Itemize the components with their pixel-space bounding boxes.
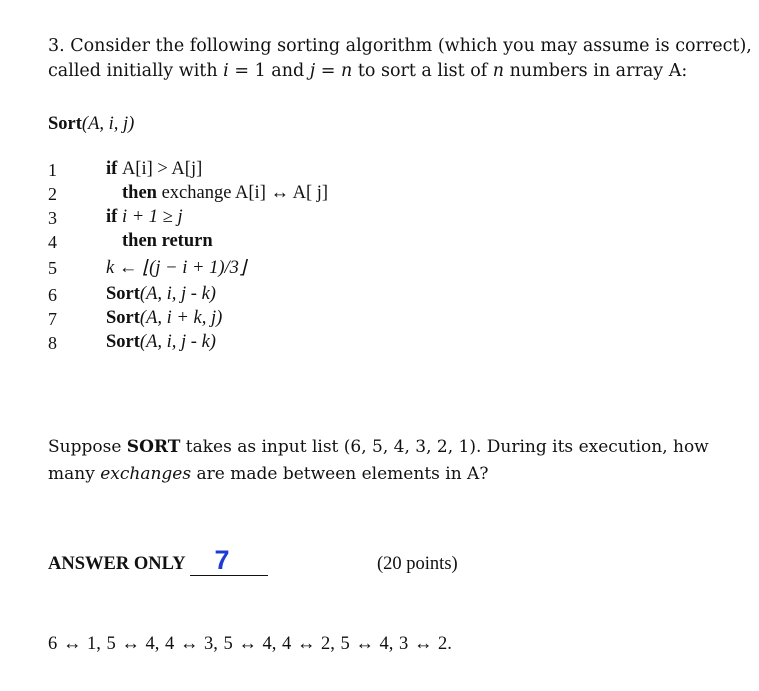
code-call-args: (A, i, j - k) (139, 284, 216, 304)
code-line-3 (106, 207, 183, 228)
code-line-7 (106, 308, 222, 329)
question-line-2-start: called initially with (48, 61, 224, 81)
line-number: 2 (48, 184, 57, 204)
algorithm-name: Sort (48, 114, 82, 134)
code-condition: i + 1 ≥ j (121, 207, 183, 227)
code-call-args: (A, i + k, j) (139, 308, 223, 328)
code-line-6 (106, 284, 216, 305)
code-line-4 (122, 231, 213, 252)
code-exchange: exchange A[i] ↔ A[ j] (161, 183, 329, 203)
prompt-exchanges-word: exchanges (100, 464, 192, 484)
line-number: 1 (48, 160, 57, 180)
line-number: 3 (48, 208, 57, 228)
var-n: n (340, 61, 353, 81)
question-line-2 (48, 59, 752, 84)
var-i: i (223, 61, 229, 81)
line-number: 8 (48, 333, 57, 353)
prompt-line-1 (48, 434, 709, 461)
question-text (48, 34, 752, 84)
question-eq-2: = (315, 61, 341, 81)
exchanges-list: 6 ↔ 1, 5 ↔ 4, 4 ↔ 3, 5 ↔ 4, 4 ↔ 2, 5 ↔ 4, 3 ↔ 2. (48, 634, 452, 654)
code-line-2 (122, 183, 328, 204)
line-number: 7 (48, 309, 57, 329)
line-number: 4 (48, 232, 57, 252)
prompt-text: Suppose (48, 437, 127, 457)
question-line-1: 3. Consider the following sorting algorithm (which you may assume is correct), (48, 36, 752, 56)
keyword-then-return: then return (122, 231, 213, 251)
question-line-2-end: numbers in array A: (504, 61, 688, 81)
keyword-sort: Sort (106, 284, 140, 304)
code-line-1 (106, 159, 202, 180)
prompt-sort-keyword: SORT (126, 437, 181, 457)
points-label: (20 points) (377, 554, 458, 574)
answer-value: 7 (214, 545, 230, 575)
code-call-args: (A, i, j - k) (139, 332, 216, 352)
code-line-8 (106, 332, 216, 353)
prompt-text: many (48, 464, 101, 484)
keyword-sort: Sort (106, 332, 140, 352)
keyword-then: then (122, 183, 162, 203)
code-assignment: k ← ⌊(j − i + 1)/3⌋ (106, 258, 247, 278)
line-number: 6 (48, 285, 57, 305)
var-j: j (309, 61, 316, 81)
prompt-text: takes as input list (6, 5, 4, 3, 2, 1). During its execution, how (180, 437, 709, 457)
prompt-text: are made between elements in A? (191, 464, 489, 484)
var-n-2: n (492, 61, 505, 81)
keyword-if: if (106, 207, 122, 227)
keyword-sort: Sort (106, 308, 140, 328)
answer-label: ANSWER ONLY (48, 554, 186, 574)
answer-field[interactable] (190, 545, 268, 576)
code-line-5 (106, 257, 246, 279)
algorithm-params: (A, i, j) (81, 114, 135, 134)
keyword-if: if (106, 159, 122, 179)
algorithm-title (48, 114, 134, 135)
question-eq-1: = 1 and (228, 61, 310, 81)
prompt-line-2 (48, 461, 488, 488)
line-number: 5 (48, 258, 57, 278)
question-line-2-mid: to sort a list of (352, 61, 493, 81)
code-condition: A[i] > A[j] (121, 159, 203, 179)
